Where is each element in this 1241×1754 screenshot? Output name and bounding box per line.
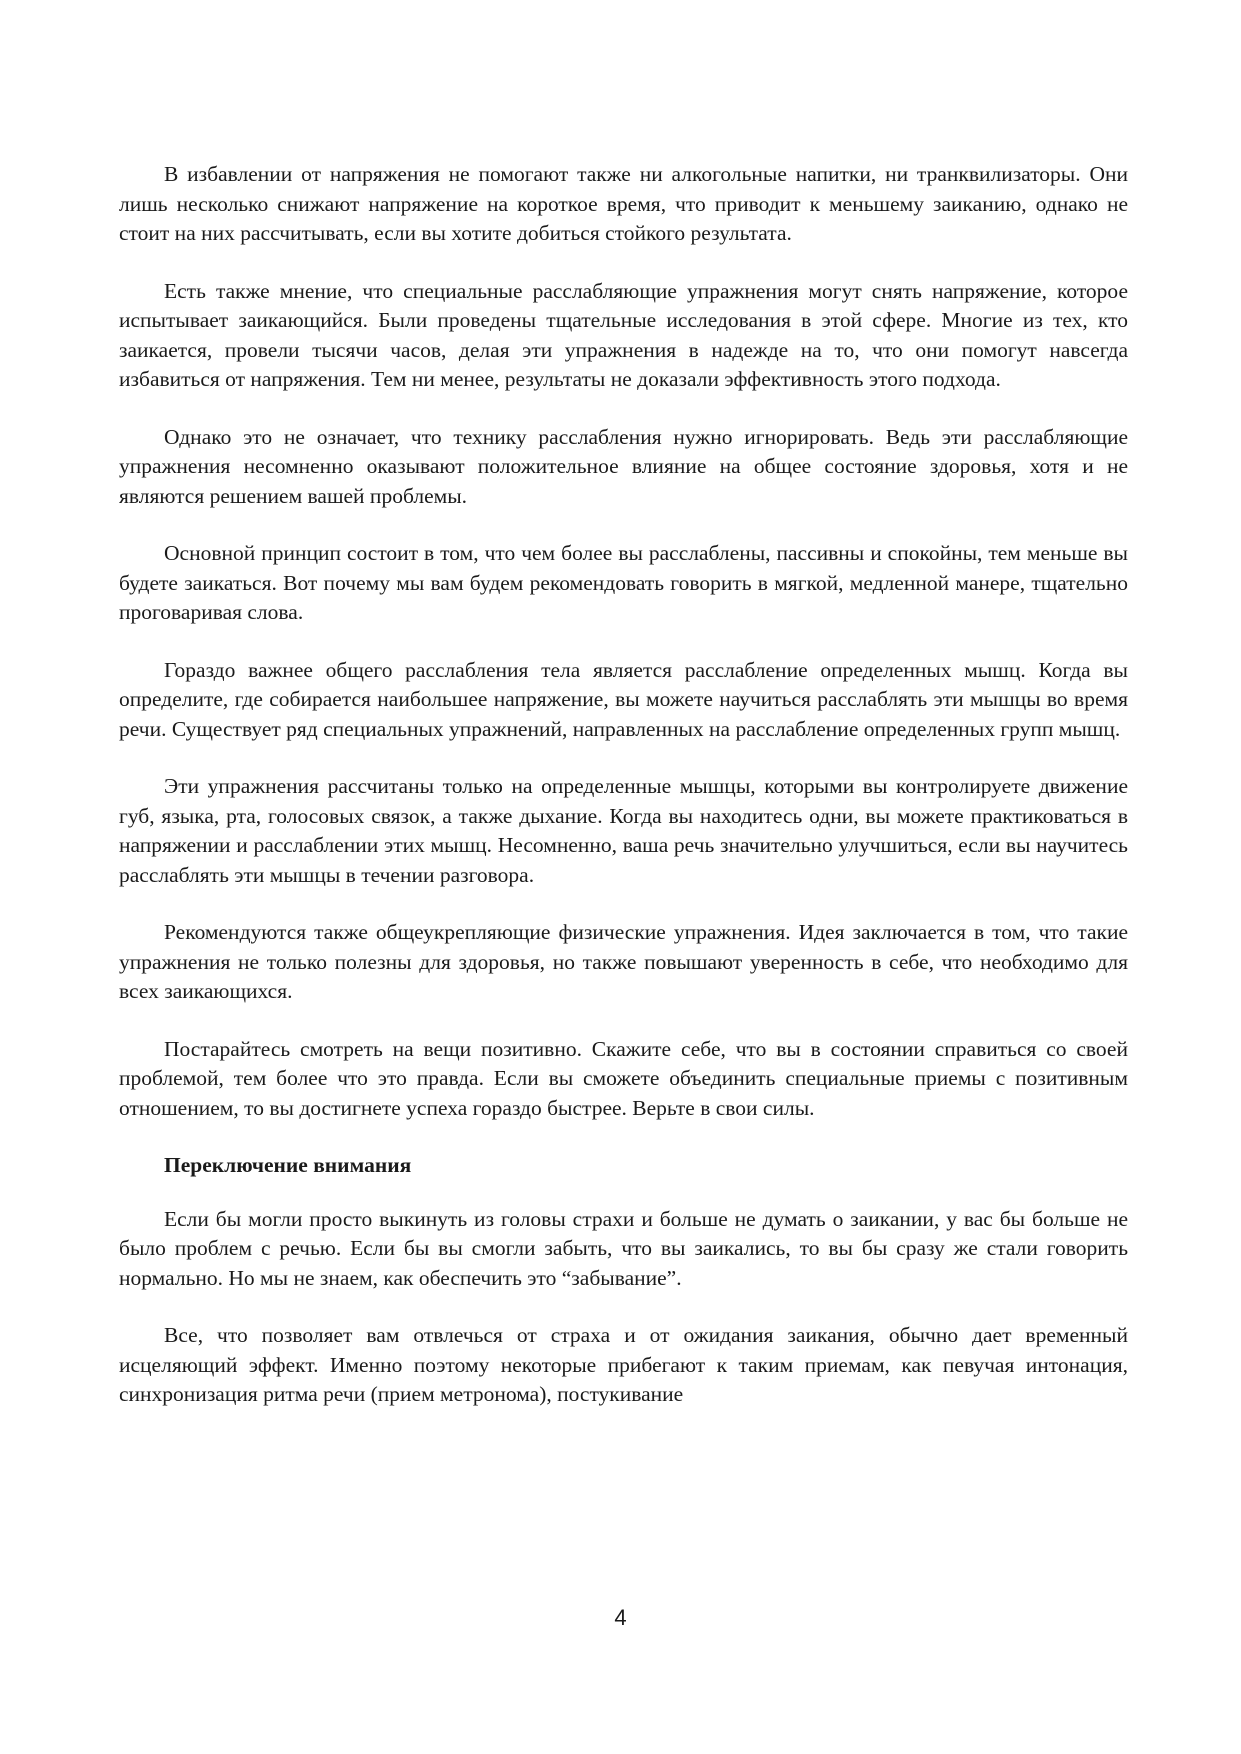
paragraph-distraction: Все, что позволяет вам отвлечься от страха и от ожидания заикания, обычно дает временный исцеляющий эффект. Именно поэтому некоторые прибегают к таким приемам, как певучая интонация, синхронизация ритма речи (прием метронома), постукивание [119,1323,1128,1406]
paragraph-specific-muscles: Гораздо важнее общего расслабления тела является расслабление определенных мышц. Когда вы определите, где собирается наибольшее напряжение, вы можете научиться расслаблять эти мышцы во время речи. Существует ряд специальных упражнений, направленных на расслабление определенных групп мышц. [119,657,1128,741]
section-heading: Переключение внимания [164,1153,412,1177]
document-page [119,160,1128,1438]
paragraph-relaxation-technique: Однако это не означает, что технику расслабления нужно игнорировать. Ведь эти расслабляющие упражнения несомненно оказывают положительное влияние на общее состояние здоровья, хотя и не являются решением вашей проблемы. [119,424,1128,508]
paragraph-muscle-exercises: Эти упражнения рассчитаны только на определенные мышцы, которыми вы контролируете движение губ, языка, рта, голосовых связок, а также дыхание. Когда вы находитесь одни, вы можете практиковаться в напряжении и расслаблении этих мышц. Несомненно, ваша речь значительно улучшиться, если вы научитесь расслаблять эти мышцы в течении разговора. [119,774,1128,887]
page-number: 4 [614,1605,627,1630]
paragraph-relaxation-exercises: Есть также мнение, что специальные расслабляющие упражнения могут снять напряжение, которое испытывает заикающийся. Были проведены тщательные исследования в этой сфере. Многие из тех, кто заикается, провели тысячи часов, делая эти упражнения в надежде на то, что они помогут навсегда избавиться от напряжения. Тем ни менее, результаты не доказали эффективность этого подхода. [119,278,1128,391]
paragraph-forgetting: Если бы могли просто выкинуть из головы страхи и больше не думать о заикании, у вас бы больше не было проблем с речью. Если бы вы смогли забыть, что вы заикались, то вы бы сразу же стали говорить нормально. Но мы не знаем, как обеспечить это “забывание”. [119,1206,1128,1290]
paragraph-alcohol-tranquilizers: В избавлении от напряжения не помогают также ни алкогольные напитки, ни транквилизаторы. Они лишь несколько снижают напряжение на короткое время, что приводит к меньшему заиканию, однако не стоит на них рассчитывать, если вы хотите добиться стойкого результата. [119,162,1128,245]
paragraph-positive-thinking: Постарайтесь смотреть на вещи позитивно. Скажите себе, что вы в состоянии справиться со своей проблемой, тем более что это правда. Если вы сможете объединить специальные приемы с позитивным отношением, то вы достигнете успеха гораздо быстрее. Верьте в свои силы. [119,1036,1128,1120]
paragraph-physical-exercises: Рекомендуются также общеукрепляющие физические упражнения. Идея заключается в том, что такие упражнения не только полезны для здоровья, но также повышают уверенность в себе, что необходимо для всех заикающихся. [119,920,1128,1003]
paragraph-main-principle: Основной принцип состоит в том, что чем более вы расслаблены, пассивны и спокойны, тем меньше вы будете заикаться. Вот почему мы вам будем рекомендовать говорить в мягкой, медленной манере, тщательно проговаривая слова. [119,541,1128,624]
